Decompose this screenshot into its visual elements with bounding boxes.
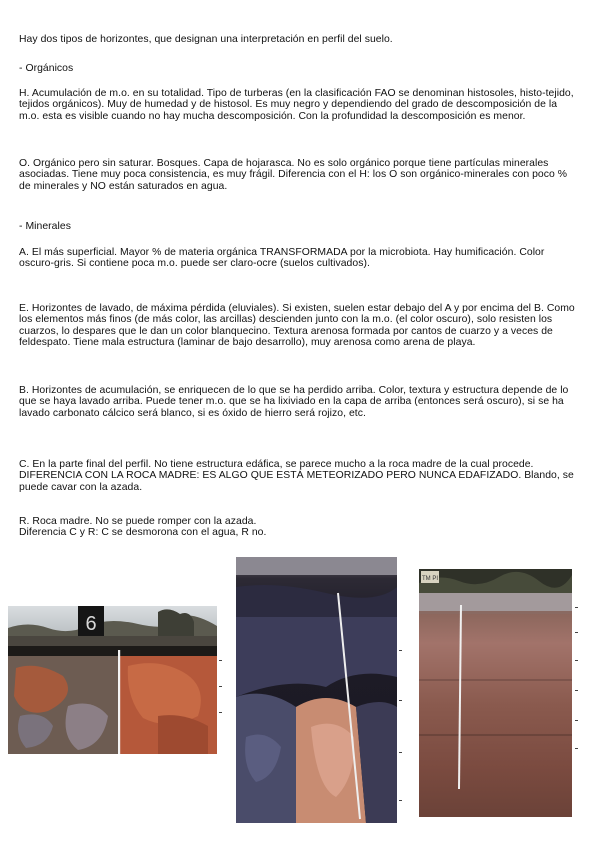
scale-tick: [399, 800, 402, 801]
intro-text: Hay dos tipos de horizontes, que designan una interpretación en perfil del suelo.: [19, 34, 393, 45]
scale-tick: [575, 632, 578, 633]
horizon-o-paragraph: O. Orgánico pero sin saturar. Bosques. Capa de hojarasca. No es solo orgánico porque tiene partículas minerales asociadas. Tiene muy poca consistencia, es muy frágil. Diferencia con el H: los O son orgánico-minerales con poco % de minerales y NO están saturados en agua.: [19, 158, 568, 192]
minerales-heading: - Minerales: [19, 221, 71, 232]
soil-profile-photo-1: [8, 606, 217, 754]
scale-tick: [219, 660, 222, 661]
soil-profile-photo-2: [236, 557, 397, 823]
scale-tick: [399, 650, 402, 651]
soil-profile-photo-3: [419, 569, 572, 817]
scale-tick: [575, 690, 578, 691]
scale-tick: [219, 712, 222, 713]
scale-tick: [399, 700, 402, 701]
soil-profile-photo-1-image: [8, 606, 217, 754]
organicos-heading: - Orgánicos: [19, 63, 74, 74]
soil-profile-photo-3-image: [419, 569, 572, 817]
scale-tick: [575, 720, 578, 721]
photo-badge-number: 6: [85, 613, 97, 635]
soil-profile-photo-2-image: [236, 557, 397, 823]
photo-badge-label: TM PI: [422, 576, 438, 582]
scale-tick: [575, 607, 578, 608]
scale-tick: [219, 686, 222, 687]
horizon-h-paragraph: H. Acumulación de m.o. en su totalidad. Tipo de turberas (en la clasificación FAO se denominan histosoles, histo-tejido, tejidos orgánicos). Muy de humedad y de histosol. Es muy negro y dependiendo del grado de descomposición de la m.o. esta es visible cuando no hay mucha descomposición. Con la profundidad la descomposición es menor.: [19, 88, 574, 122]
scale-tick: [399, 752, 402, 753]
horizon-r-paragraph: R. Roca madre. No se puede romper con la azada. Diferencia C y R: C se desmorona con el agua, R no.: [19, 516, 267, 539]
horizon-e-paragraph: E. Horizontes de lavado, de máxima pérdida (eluviales). Si existen, suelen estar debajo del A y por encima del B. Como los elementos más finos (de más color, las arcillas) descienden junto con la m.o. (el color oscuro), solo resisten los cuarzos, lo despares que le dan un color blanquecino. Textura arenosa formada por cantos de cuarzo y a veces de feldespato. Tiene mala estructura (laminar de bajo desarrollo), muy arenosa como arena de playa.: [19, 303, 575, 349]
scale-tick: [575, 660, 578, 661]
scale-tick: [575, 748, 578, 749]
horizon-c-paragraph: C. En la parte final del perfil. No tiene estructura edáfica, se parece mucho a la roca madre de la cual procede. DIFERENCIA CON LA ROCA MADRE: ES ALGO QUE ESTÁ METEORIZADO PERO NUNCA EDAFIZADO. Blando, se puede cavar con la azada.: [19, 459, 574, 493]
horizon-a-paragraph: A. El más superficial. Mayor % de materia orgánica TRANSFORMADA por la microbiota. Hay humificación. Color oscuro-gris. Si contiene poca m.o. puede ser claro-ocre (suelos cultivados).: [19, 247, 545, 270]
horizon-b-paragraph: B. Horizontes de acumulación, se enriquecen de lo que se ha perdido arriba. Color, textura y estructura depende de lo que se haya lavado arriba. Puede tener m.o. que se ha lixiviado en la capa de arriba (entonces será oscuro), si se ha lavado carbonato cálcico será blanco, si es óxido de hierro será rojizo, etc.: [19, 385, 569, 419]
